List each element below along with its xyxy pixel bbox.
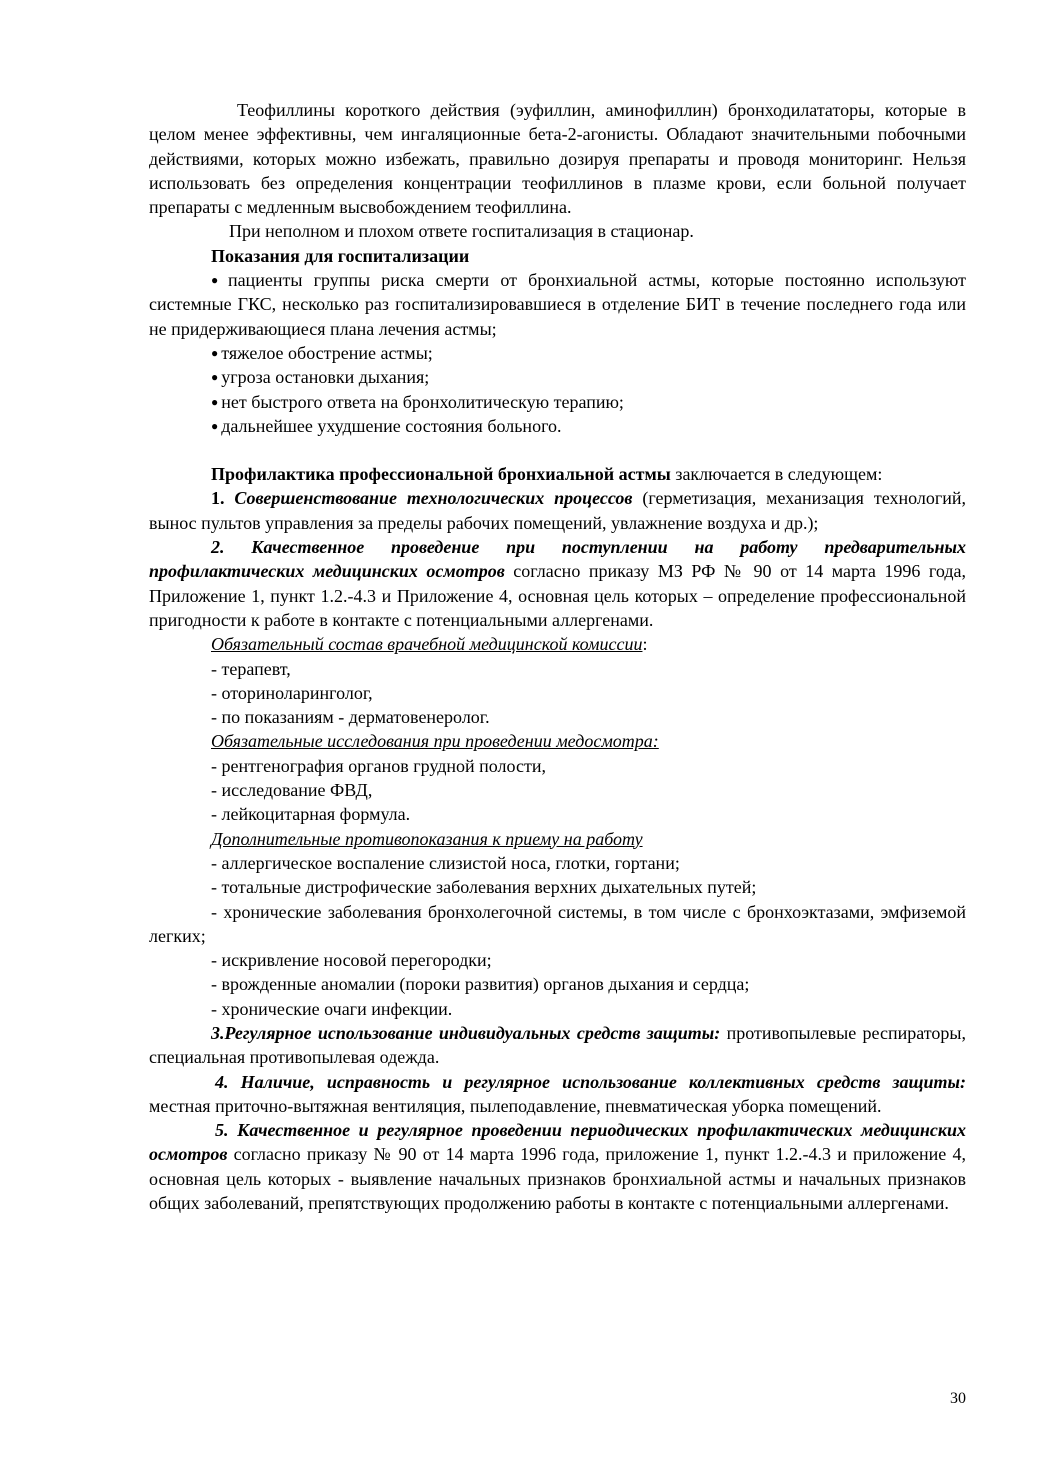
- item-2-title: 2. Качественное проведение при поступлении на работу предварительных профилактических медицинских осмотров: [149, 537, 966, 582]
- heading-prophylaxis: Профилактика профессиональной бронхиальной астмы: [211, 464, 671, 485]
- list-item: - рентгенография органов грудной полости,: [211, 755, 546, 776]
- paragraph-item-1: [149, 486, 966, 535]
- list-item: - врожденные аномалии (пороки развития) органов дыхания и сердца;: [211, 974, 750, 995]
- paragraph-item-3: [149, 1021, 966, 1070]
- list-item: - оториноларинголог,: [211, 682, 373, 703]
- list-item: - искривление носовой перегородки;: [211, 950, 492, 971]
- commission-heading-colon: :: [642, 634, 648, 655]
- prophylaxis-intro-text: заключается в следующем:: [670, 464, 883, 485]
- commission-heading-text: Обязательный состав врачебной медицинской комиссии: [211, 634, 643, 655]
- bullet-icon: ●: [211, 345, 219, 360]
- list-item: [149, 414, 966, 438]
- list-item-text: тяжелое обострение астмы;: [221, 342, 433, 363]
- bullet-icon: ●: [211, 370, 219, 385]
- list-item: - по показаниям - дерматовенеролог.: [211, 707, 490, 728]
- item-1-title: Совершенствование технологических процессов: [234, 488, 633, 509]
- item-1-number: 1.: [211, 488, 235, 509]
- paragraph-prophylaxis-intro: [149, 462, 966, 486]
- heading-hospitalization-text: Показания для госпитализации: [211, 245, 470, 266]
- item-1-text: (герметизация, механизация технологий, вынос пультов управления за пределы рабочих помещений, увлажнение воздуха и др.);: [149, 488, 967, 533]
- item-4-title: 4. Наличие, исправность и регулярное использование коллективных средств защиты:: [215, 1071, 966, 1092]
- commission-heading: [149, 632, 966, 656]
- list-item-text: пациенты группы риска смерти от бронхиальной астмы, которые постоянно используют системные ГКС, несколько раз госпитализировавшиеся в отделение БИТ в течение последнего года или не придерживающиеся плана лечения астмы;: [149, 270, 966, 339]
- list-item: - терапевт,: [211, 658, 291, 679]
- paragraph-hospitalization-note: При неполном и плохом ответе госпитализация в стационар.: [229, 221, 694, 242]
- contraindications-heading-text: Дополнительные противопоказания к приему на работу: [211, 828, 643, 849]
- list-item-text: угроза остановки дыхания;: [221, 367, 430, 388]
- spacer: [149, 438, 966, 462]
- document-page: [149, 98, 966, 1215]
- bullet-icon: ●: [211, 394, 219, 409]
- item-3-text: противопылевые респираторы, специальная противопылевая одежда.: [149, 1022, 966, 1068]
- list-item: - хронические заболевания бронхолегочной системы, в том числе с бронхоэктазами, эмфиземой легких;: [149, 901, 966, 946]
- paragraph-item-2: [149, 535, 966, 632]
- list-item: - тотальные дистрофические заболевания верхних дыхательных путей;: [211, 877, 757, 898]
- list-item: - лейкоцитарная формула.: [211, 804, 411, 825]
- list-item: [149, 341, 966, 365]
- list-item: - хронические очаги инфекции.: [211, 998, 453, 1019]
- list-item: [149, 365, 966, 389]
- list-item: [149, 268, 966, 341]
- paragraph-theophylline: Теофиллины короткого действия (эуфиллин, аминофиллин) бронходилататоры, которые в целом менее эффективны, чем ингаляционные бета-2-агонисты. Обладают значительными побочными действиями, которых можно избежать, правильно дозируя препараты и проводя мониторинг. Нельзя использовать без определения концентрации теофиллинов в плазме крови, если больной получает препараты с медленным высвобождением теофиллина.: [149, 100, 966, 218]
- studies-heading: [149, 729, 966, 753]
- studies-heading-text: Обязательные исследования при проведении медосмотра:: [211, 731, 659, 752]
- item-5-text: согласно приказу № 90 от 14 марта 1996 года, приложение 1, пункт 1.2.-4.3 и приложение 4, основная цель которых - выявление начальных признаков бронхиальной астмы и начальных признаков общих заболеваний, препятствующих продолжению работы в контакте с потенциальными аллергенами.: [149, 1144, 966, 1214]
- bullet-icon: ●: [211, 273, 225, 288]
- paragraph-item-5: [149, 1118, 966, 1215]
- list-item-text: нет быстрого ответа на бронхолитическую терапию;: [221, 391, 624, 412]
- page-number: 30: [950, 1390, 966, 1407]
- item-4-text: местная приточно-вытяжная вентиляция, пылеподавление, пневматическая уборка помещений.: [149, 1095, 882, 1116]
- bullet-icon: ●: [211, 418, 219, 433]
- list-item: [149, 390, 966, 414]
- heading-hospitalization: [149, 244, 966, 268]
- contraindications-heading: [149, 827, 966, 851]
- list-item: - исследование ФВД,: [211, 780, 373, 801]
- item-3-title: 3.Регулярное использование индивидуальных средств защиты:: [211, 1022, 721, 1043]
- item-5-title: 5. Качественное и регулярное проведении периодических профилактических медицинских осмотров: [149, 1120, 966, 1165]
- list-item: - аллергическое воспаление слизистой носа, глотки, гортани;: [211, 852, 680, 873]
- paragraph-item-4: [149, 1070, 966, 1119]
- item-2-text: согласно приказу МЗ РФ № 90 от 14 марта 1996 года, Приложение 1, пункт 1.2.-4.3 и Приложение 4, основная цель которых – определение профессиональной пригодности к работе в контакте с потенциальными аллергенами.: [149, 561, 966, 630]
- list-item-text: дальнейшее ухудшение состояния больного.: [221, 415, 562, 436]
